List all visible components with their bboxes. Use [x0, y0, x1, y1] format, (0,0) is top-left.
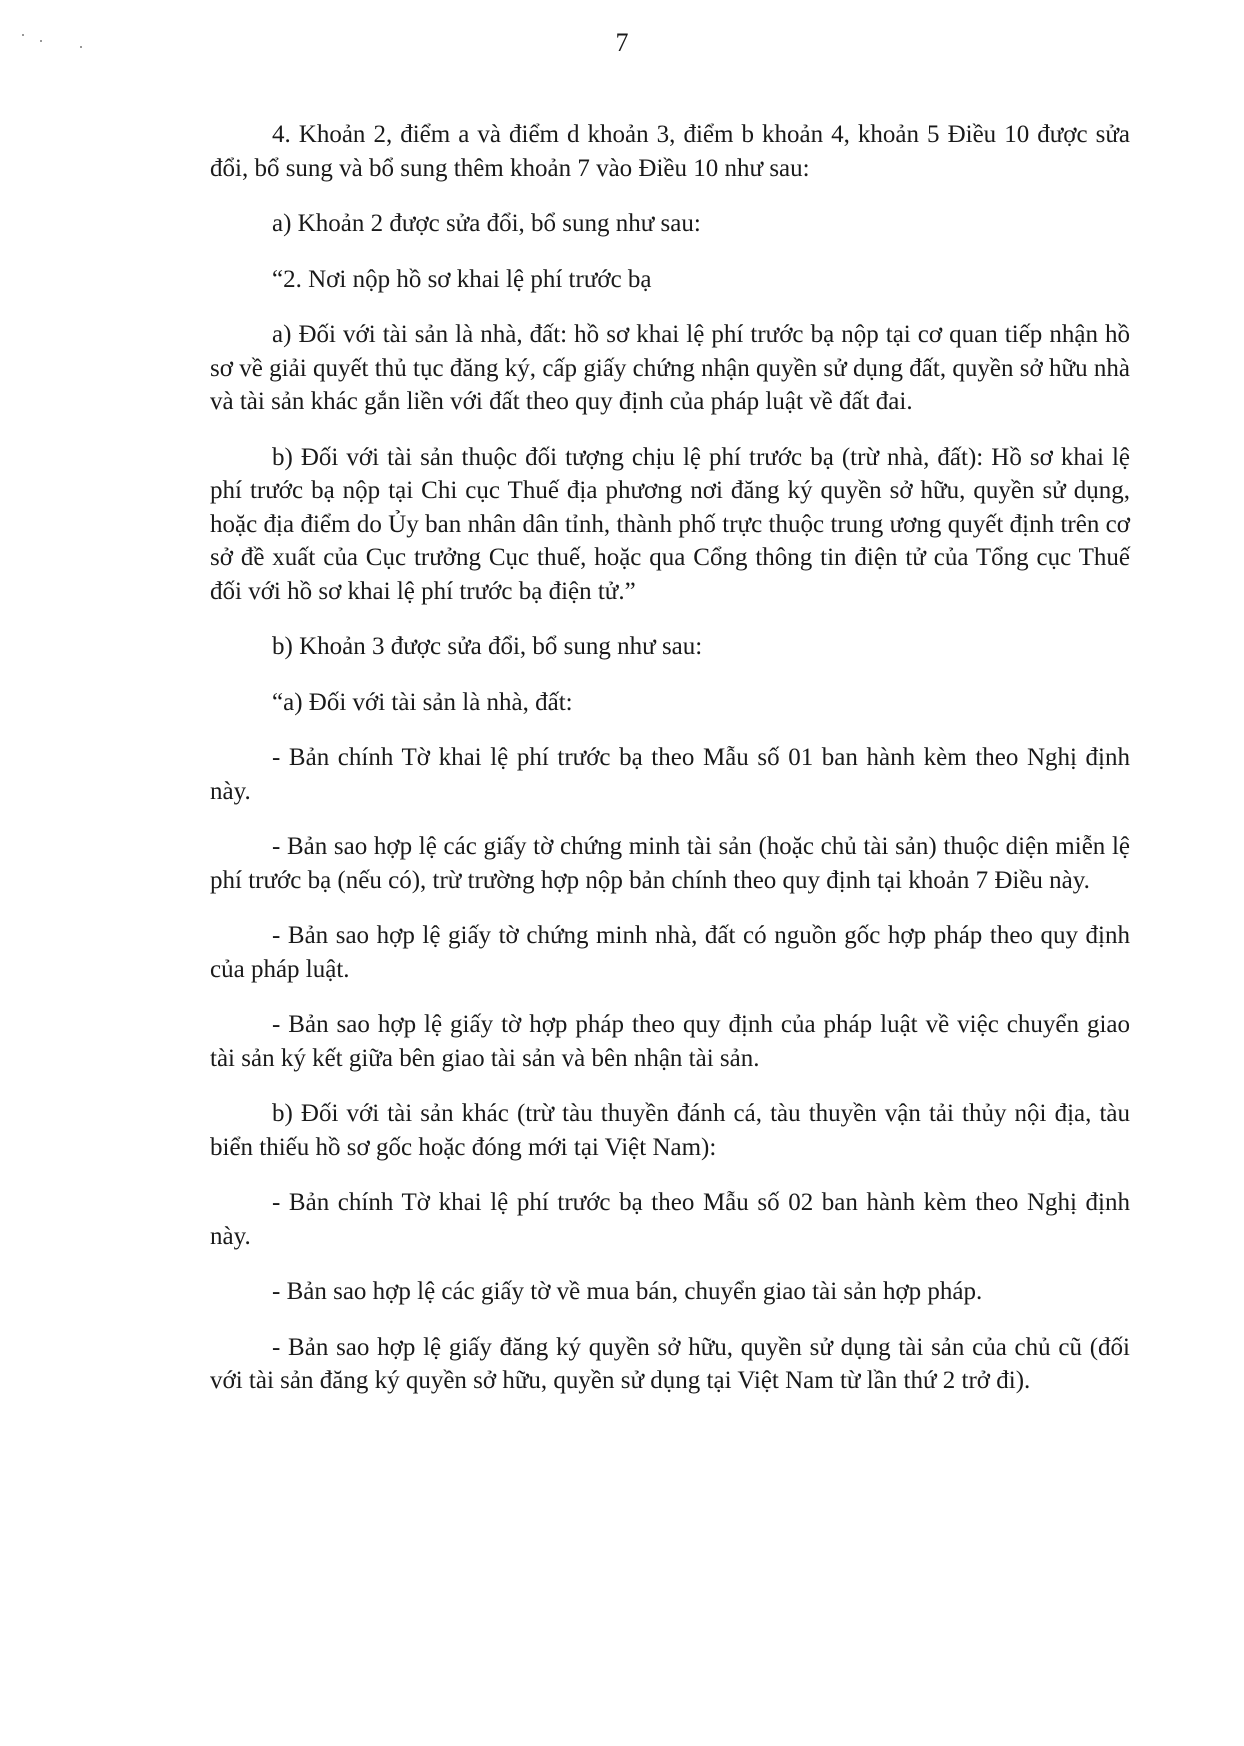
paragraph-previous-owner-registration: - Bản sao hợp lệ giấy đăng ký quyền sở hữu, quyền sử dụng tài sản của chủ cũ (đối với tài sản đăng ký quyền sở hữu, quyền sử dụng tại Việt Nam từ lần thứ 2 trở đi).: [210, 1333, 1130, 1394]
paragraph-transfer-docs: - Bản sao hợp lệ giấy tờ hợp pháp theo quy định của pháp luật về việc chuyển giao tài sản ký kết giữa bên giao tài sản và bên nhận tài sản.: [210, 1011, 1130, 1072]
paragraph-filing-place: “2. Nơi nộp hồ sơ khai lệ phí trước bạ: [272, 265, 652, 293]
paragraph-other-assets: b) Đối với tài sản thuộc đối tượng chịu lệ phí trước bạ (trừ nhà, đất): Hồ sơ khai lệ phí trước bạ nộp tại Chi cục Thuế địa phương nơi đăng ký quyền sở hữu, quyền sử dụng, hoặc địa điểm do Ủy ban nhân dân tỉnh, thành phố trực thuộc trung ương quyết định trên cơ sở đề xuất của Cục trưởng Cục thuế, hoặc qua Cổng thông tin điện tử của Tổng cục Thuế đối với hồ sơ khai lệ phí trước bạ điện tử.”: [210, 443, 1130, 605]
paragraph-form-01: - Bản chính Tờ khai lệ phí trước bạ theo Mẫu số 01 ban hành kèm theo Nghị định này.: [210, 744, 1130, 805]
paragraph-house-land: a) Đối với tài sản là nhà, đất: hồ sơ khai lệ phí trước bạ nộp tại cơ quan tiếp nhận hồ sơ về giải quyết thủ tục đăng ký, cấp giấy chứng nhận quyền sử dụng đất, quyền sở hữu nhà và tài sản khác gắn liền với đất theo quy định của pháp luật về đất đai.: [210, 321, 1130, 415]
paragraph-exemption-docs: - Bản sao hợp lệ các giấy tờ chứng minh tài sản (hoặc chủ tài sản) thuộc diện miễn lệ phí trước bạ (nếu có), trừ trường hợp nộp bản chính theo quy định tại khoản 7 Điều này.: [210, 833, 1130, 894]
paragraph-purchase-docs: - Bản sao hợp lệ các giấy tờ về mua bán, chuyển giao tài sản hợp pháp.: [272, 1278, 983, 1305]
paragraph-clause-3-heading: b) Khoản 3 được sửa đổi, bổ sung như sau:: [272, 633, 703, 660]
paragraph-other-assets-docs: b) Đối với tài sản khác (trừ tàu thuyền đánh cá, tàu thuyền vận tải thủy nội địa, tàu biển thiếu hồ sơ gốc hoặc đóng mới tại Việt Nam):: [210, 1100, 1130, 1161]
paragraph-article-4: 4. Khoản 2, điểm a và điểm d khoản 3, điểm b khoản 4, khoản 5 Điều 10 được sửa đổi, bổ sung và bổ sung thêm khoản 7 vào Điều 10 như sau:: [210, 121, 1130, 182]
paragraph-form-02: - Bản chính Tờ khai lệ phí trước bạ theo Mẫu số 02 ban hành kèm theo Nghị định này.: [210, 1189, 1130, 1250]
paragraph-legal-origin: - Bản sao hợp lệ giấy tờ chứng minh nhà, đất có nguồn gốc hợp pháp theo quy định của pháp luật.: [210, 922, 1130, 983]
document-body: [210, 118, 1130, 1420]
page-number: 7: [615, 28, 629, 57]
paragraph-house-land-docs: “a) Đối với tài sản là nhà, đất:: [272, 688, 573, 716]
paragraph-clause-2-heading: a) Khoản 2 được sửa đổi, bổ sung như sau:: [272, 210, 701, 237]
